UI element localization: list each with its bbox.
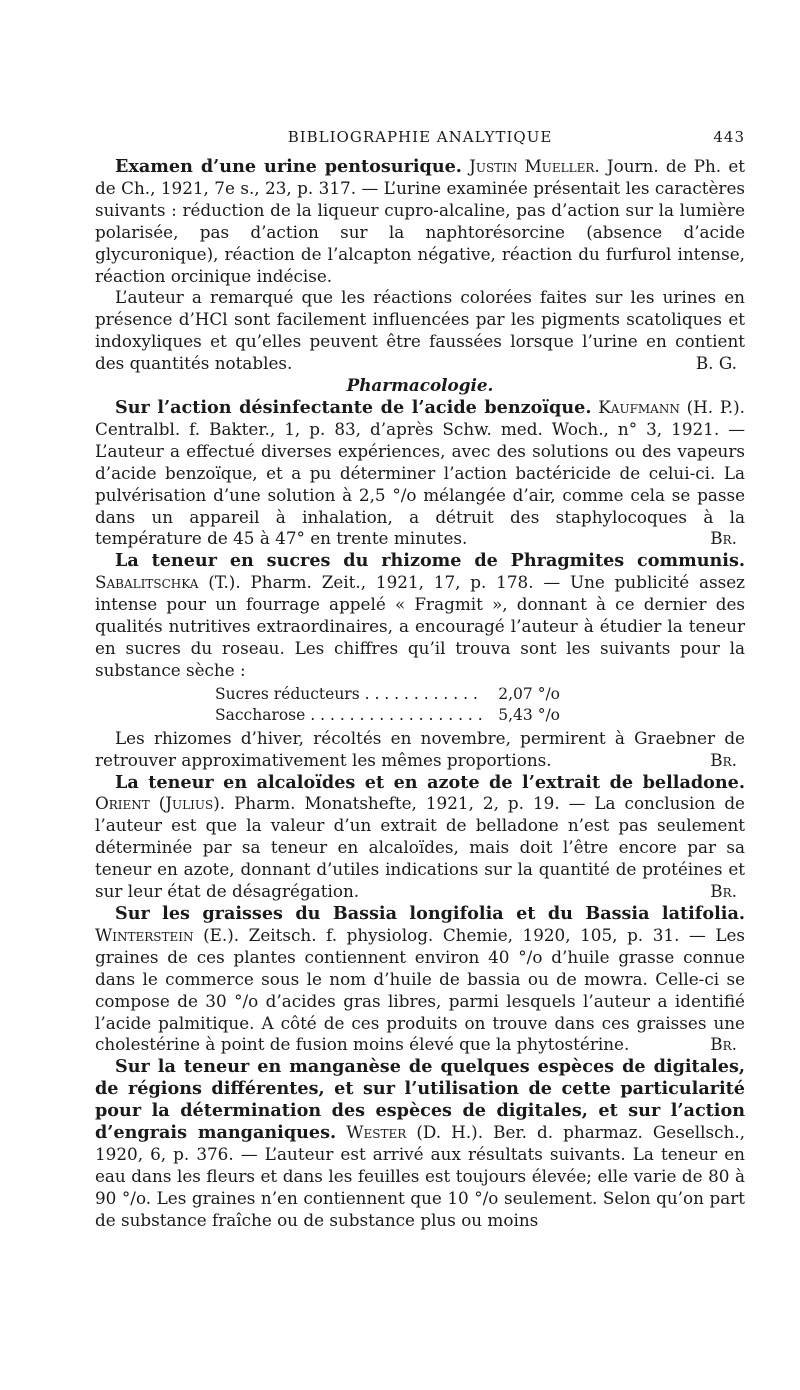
table-value: 2,07 °/o (484, 684, 560, 705)
running-header (95, 128, 745, 152)
article-entry (95, 397, 745, 550)
article-authors: Wester (D. H.). (346, 1122, 484, 1143)
sugar-table (215, 684, 560, 726)
article-body: Ber. d. pharmaz. Gesellsch., 1920, 6, p. 376. — L’auteur est arrivé aux résultats suivants. La teneur en eau dans les fleurs et dans les feuilles est toujours élevée; elle varie de 80 à 90 °/o. Les graines n’en contiennent que 10 °/o seulement. Selon qu’on part de substance fraîche ou de substance plus ou moins (95, 1122, 745, 1230)
table-value: 5,43 °/o (484, 705, 560, 726)
article-entry (95, 903, 745, 1056)
article-authors: Sabalitschka (T.). (95, 572, 241, 593)
article-paragraph (95, 287, 745, 375)
article-entry (95, 772, 745, 903)
article-body: Les rhizomes d’hiver, récoltés en novembre, permirent à Graebner de retrouver approximativement les mêmes proportions. (95, 727, 745, 770)
article-entry (95, 156, 745, 287)
article-body: Pharm. Zeit., 1921, 17, p. 178. — Une publicité assez intense pour un fourrage appelé « Fragmit », donnant à ce dernier des qualités nutritives extraordinaires, a encouragé l’auteur à étudier la teneur en sucres du roseau. Les chiffres qu’il trouva sont les suivants pour la substance sèche : (95, 572, 745, 680)
article-title: Sur l’action désinfectante de l’acide benzoïque. (115, 396, 592, 418)
article-body: Pharm. Monatshefte, 1921, 2, p. 19. — La conclusion de l’auteur est que la valeur d’un extrait de belladone n’est pas seulement déterminée par sa teneur en alcaloïdes, mais doit l’être encore par sa teneur en azote, donnant d’utiles indications sur la quantité de protéines et sur leur état de désagrégation. (95, 793, 745, 902)
table-label: Saccharose . . . (215, 705, 484, 726)
article-body: Zeitsch. f. physiolog. Chemie, 1920, 105, p. 31. — Les graines de ces plantes contiennent environ 40 °/o d’huile grasse connue dans le commerce sous le nom d’huile de bassia ou de mowra. Celle-ci se compose de 30 °/o d’acides gras libres, parmi lesquels l’auteur a identifié l’acide palmitique. A côté de ces produits on trouve dans ces graisses une cholestérine à point de fusion moins élevé que la phytostérine. (95, 924, 745, 1055)
article-authors: Justin Mueller. (469, 156, 600, 176)
article-title: Examen d’une urine pentosurique. (115, 156, 462, 177)
article-paragraph (95, 728, 745, 772)
article-body: L’auteur a remarqué que les réactions colorées faites sur les urines en présence d’HCl sont facilement influencées par les pigments scatoliques et indoxyliques et qu’elles peuvent être faussées lorsque l’urine en contient des quantités notables. (95, 287, 745, 374)
article-body: Centralbl. f. Bakter., 1, p. 83, d’après Schw. med. Woch., n° 3, 1921. — L’auteur a effectué diverses expériences, avec des solutions ou des vapeurs d’acide benzoïque, et a pu déterminer l’action bactéricide de celui-ci. La pulvérisation d’une solution à 2,5 °/o mélangée d’air, comme cela se passe dans un appareil à inhalation, a détruit des staphylocoques à la température de 45 à 47° en trente minutes. (95, 418, 745, 549)
article-signature: Br. (710, 749, 737, 770)
section-heading: Pharmacologie. (346, 375, 494, 396)
table-label: Sucres réducteurs . . . (215, 684, 484, 705)
article-authors: Orient (Julius). (95, 793, 226, 814)
table-row (215, 684, 560, 705)
article-title: Sur les graisses du Bassia longifolia et du Bassia latifolia. (115, 903, 745, 924)
article-authors: Kaufmann (H. P.). (598, 396, 745, 417)
article-title: La teneur en alcaloïdes et en azote de l’extrait de belladone. (115, 771, 745, 793)
article-title: Sur la teneur en manganèse de quelques espèces de digitales, de régions différentes, et sur l’utilisation de cette particularité pour la détermination des espèces de digitales, et sur l’action d’engrais manganiques. (95, 1056, 745, 1144)
article-entry (95, 550, 745, 681)
table-row (215, 705, 560, 726)
page-number: 443 (713, 128, 745, 146)
header-title: BIBLIOGRAPHIE ANALYTIQUE (287, 128, 553, 146)
article-entry (95, 1056, 745, 1231)
article-authors: Winterstein (E.). (95, 924, 240, 945)
article-body: Journ. de Ph. et de Ch., 1921, 7e s., 23, p. 317. — L’urine examinée présentait les caractères suivants : réduction de la liqueur cupro-alcaline, pas d’action sur la lumière polarisée, pas d’action sur la naphtorésorcine (absence d’acide glycuronique), réaction de l’alcapton négative, réaction du furfurol intense, réaction orcinique indécise. (95, 156, 745, 286)
article-signature: B. G. (695, 353, 737, 374)
article-signature: Br. (710, 1034, 737, 1055)
article-signature: Br. (710, 881, 737, 902)
article-signature: Br. (710, 528, 737, 549)
page-content (95, 156, 745, 1232)
article-title: La teneur en sucres du rhizome de Phragmites communis. (115, 550, 745, 572)
